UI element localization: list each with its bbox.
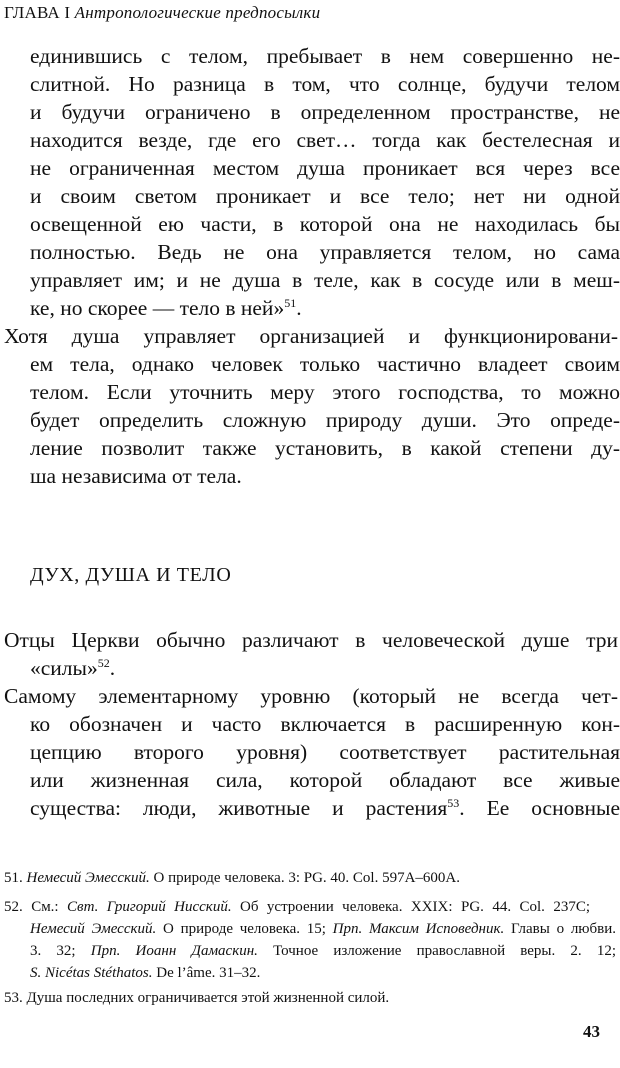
- text-line-with-note: [30, 654, 115, 682]
- footnote-number: 52.: [4, 899, 23, 915]
- footnote-text: Главы о любви.: [511, 921, 616, 937]
- footnote-text: De l’âme. 31–32.: [156, 965, 261, 981]
- footnote-ref: 52: [97, 655, 110, 670]
- footnote-author: S. Nicétas Stéthatos.: [30, 965, 153, 981]
- footnote-52-line-1: [4, 897, 590, 917]
- chapter-label: ГЛАВА I: [4, 3, 71, 22]
- page-number: 43: [583, 1022, 600, 1041]
- text-line: не ограниченная местом душа проникает вся через все: [30, 156, 620, 180]
- footnote-text: 3. 32;: [30, 943, 76, 959]
- text-line: ление позволит также установить, в какой степени ду-: [30, 436, 620, 460]
- footnote-author: Немесий Эмесский.: [26, 870, 150, 886]
- footnote-52-line-3: [30, 941, 616, 961]
- text-line: цепцию второго уровня) соответствует растительная: [30, 740, 620, 764]
- text-line: ша независима от тела.: [30, 464, 242, 488]
- text-line: телом. Если уточнить меру этого господства, то можно: [30, 380, 620, 404]
- footnote-author: Прп. Максим Исповедник.: [332, 921, 505, 937]
- footnote-author: Прп. Иоанн Дамаскин.: [90, 943, 258, 959]
- footnote-text: Точное изложение православной веры. 2. 12;: [273, 943, 617, 959]
- footnote-author: Свт. Григорий Нисский.: [67, 899, 232, 915]
- text-line: ем тела, однако человек только частично владеет своим: [30, 352, 620, 376]
- text-line: существа: люди, животные и растения: [30, 796, 448, 820]
- text-line: управляет им; и не душа в теле, как в сосуде или в меш-: [30, 268, 620, 292]
- text-line: полностью. Ведь не она управляется телом, но сама: [30, 240, 620, 264]
- footnote-51: [4, 868, 460, 888]
- footnote-52-line-2: [30, 919, 616, 939]
- footnote-author: Немесий Эмесский.: [30, 921, 157, 937]
- text-line-with-note: [30, 294, 302, 322]
- sentence-period: .: [109, 656, 116, 680]
- text-line: или жизненная сила, которой обладают все живые: [30, 768, 620, 792]
- text-line: . Ее основные: [459, 796, 620, 820]
- footnote-52-line-4: [30, 963, 260, 983]
- footnote-number: 51.: [4, 870, 23, 886]
- footnote-53: [4, 988, 389, 1008]
- footnote-ref: 51: [284, 295, 297, 310]
- section-heading: ДУХ, ДУША И ТЕЛО: [30, 564, 232, 586]
- text-line: находится везде, где его свет… тогда как бестелесная и: [30, 128, 620, 152]
- running-header: [4, 3, 320, 23]
- text-line: будет определить сложную природу души. Это опреде-: [30, 408, 620, 432]
- text-line: «силы»: [30, 656, 98, 680]
- text-line: слитной. Но разница в том, что солнце, будучи телом: [30, 72, 620, 96]
- text-line: ко обозначен и часто включается в расширенную кон-: [30, 712, 620, 736]
- footnote-text: О природе человека. 3: PG. 40. Col. 597A–600A.: [153, 870, 461, 886]
- text-line: Отцы Церкви обычно различают в человеческой душе три: [4, 628, 618, 652]
- text-line: единившись с телом, пребывает в нем совершенно не-: [30, 44, 620, 68]
- text-line: Хотя душа управляет организацией и функционировани-: [4, 324, 618, 348]
- footnote-number: 53.: [4, 990, 23, 1006]
- text-line: освещенной ею части, в которой она не находилась бы: [30, 212, 620, 236]
- text-line: Самому элементарному уровню (который не всегда чет-: [4, 684, 618, 708]
- sentence-period: .: [296, 296, 302, 320]
- text-line-with-note: [30, 794, 620, 822]
- text-line: и будучи ограничено в определенном пространстве, не: [30, 100, 620, 124]
- footnote-ref: 53: [447, 795, 460, 810]
- footnote-text: Душа последних ограничивается этой жизненной силой.: [26, 990, 390, 1006]
- text-line: и своим светом проникает и все тело; нет ни одной: [30, 184, 620, 208]
- footnote-text: О природе человека. 15;: [163, 921, 326, 937]
- chapter-title: Антропологические предпосылки: [74, 3, 321, 22]
- footnote-text: См.:: [31, 899, 59, 915]
- footnote-text: Об устроении человека. XXIX: PG. 44. Col. 237C;: [240, 899, 591, 915]
- text-line: ке, но скорее — тело в ней»: [30, 296, 285, 320]
